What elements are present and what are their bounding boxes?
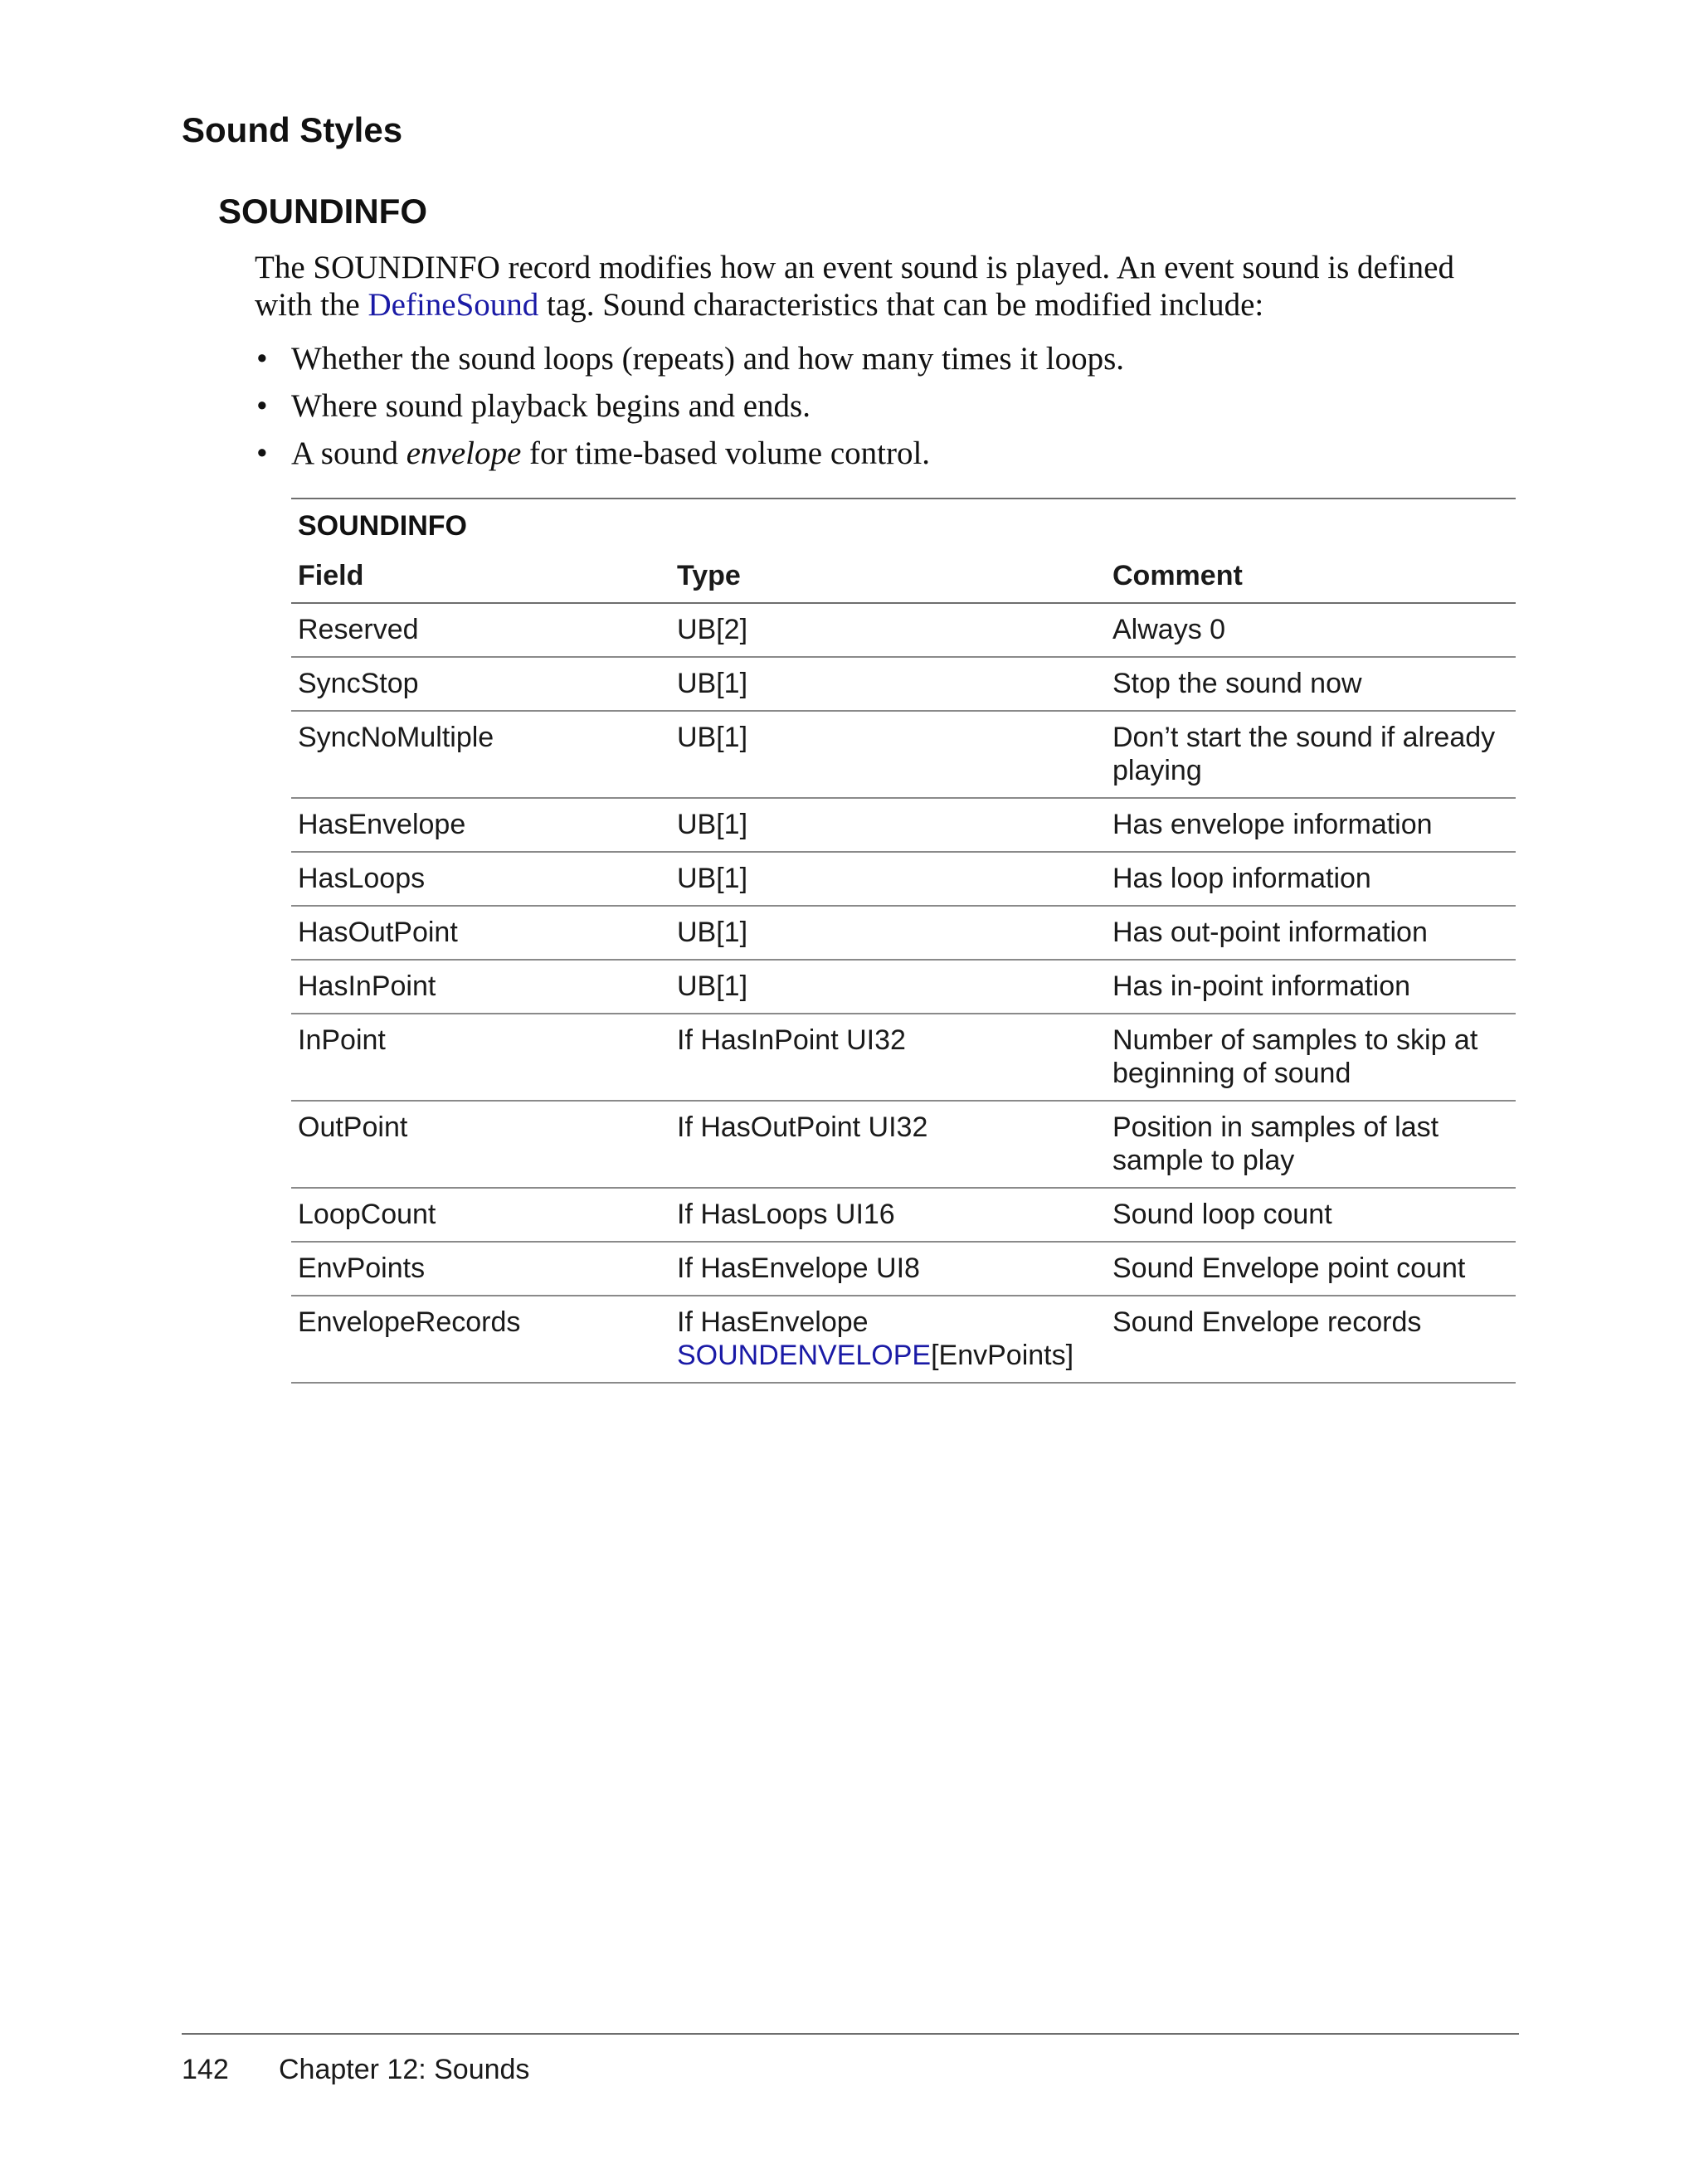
list-item-text: A sound <box>291 435 406 471</box>
field-cell: Reserved <box>291 603 670 657</box>
table-header-row <box>291 549 1516 603</box>
subsection-title: SOUNDINFO <box>218 192 427 231</box>
type-text: UB[1] <box>677 970 748 1002</box>
comment-cell: Has in-point information <box>1106 960 1516 1014</box>
comment-cell: Sound Envelope records <box>1106 1296 1516 1383</box>
type-cell <box>670 1296 1106 1383</box>
field-cell: HasOutPoint <box>291 906 670 960</box>
table-row <box>291 1242 1516 1296</box>
type-text: UB[1] <box>677 722 748 753</box>
table-row <box>291 798 1516 852</box>
type-cell <box>670 852 1106 906</box>
comment-cell: Stop the sound now <box>1106 657 1516 711</box>
soundenvelope-link[interactable]: SOUNDENVELOPE <box>677 1340 932 1371</box>
table-row <box>291 1296 1516 1383</box>
header-type: Type <box>670 549 1106 603</box>
table-row <box>291 711 1516 798</box>
comment-cell: Has envelope information <box>1106 798 1516 852</box>
intro-paragraph <box>255 249 1516 323</box>
table-row <box>291 906 1516 960</box>
comment-cell: Has out-point information <box>1106 906 1516 960</box>
characteristics-list <box>255 340 1516 482</box>
field-cell: LoopCount <box>291 1188 670 1242</box>
field-cell: OutPoint <box>291 1101 670 1188</box>
type-cell <box>670 960 1106 1014</box>
bullet-icon: • <box>256 341 268 377</box>
chapter-label: Chapter 12: Sounds <box>279 2054 530 2085</box>
table-row <box>291 852 1516 906</box>
type-text: UB[1] <box>677 863 748 894</box>
type-text: UB[1] <box>677 917 748 948</box>
field-cell: SyncStop <box>291 657 670 711</box>
type-text: If HasEnvelope UI8 <box>677 1253 920 1284</box>
list-item <box>255 340 1516 377</box>
type-cell <box>670 906 1106 960</box>
type-cell <box>670 798 1106 852</box>
header-field: Field <box>291 549 670 603</box>
list-item-emphasis: envelope <box>406 435 522 471</box>
type-cell <box>670 711 1106 798</box>
field-cell: HasLoops <box>291 852 670 906</box>
comment-cell: Sound loop count <box>1106 1188 1516 1242</box>
field-cell: HasInPoint <box>291 960 670 1014</box>
comment-cell: Has loop information <box>1106 852 1516 906</box>
type-cell <box>670 1242 1106 1296</box>
comment-cell: Sound Envelope point count <box>1106 1242 1516 1296</box>
table-row <box>291 603 1516 657</box>
list-item <box>255 435 1516 472</box>
soundinfo-table-container <box>291 498 1516 1384</box>
field-cell: SyncNoMultiple <box>291 711 670 798</box>
table-row <box>291 960 1516 1014</box>
type-text: If HasInPoint UI32 <box>677 1024 906 1056</box>
type-cell <box>670 1188 1106 1242</box>
list-item-text: Where sound playback begins and ends. <box>291 388 811 424</box>
table-row <box>291 657 1516 711</box>
field-cell: HasEnvelope <box>291 798 670 852</box>
type-text: If HasLoops UI16 <box>677 1199 895 1230</box>
type-suffix: [EnvPoints] <box>931 1340 1074 1371</box>
type-cell <box>670 1014 1106 1101</box>
comment-cell: Always 0 <box>1106 603 1516 657</box>
table-body <box>291 603 1516 1383</box>
intro-text-start: The SOUNDINFO record modifies how an event sound is played. An event sound is defined with the <box>255 250 1454 323</box>
header-comment: Comment <box>1106 549 1516 603</box>
type-cell <box>670 1101 1106 1188</box>
comment-cell: Position in samples of last sample to play <box>1106 1101 1516 1188</box>
intro-text-end: tag. Sound characteristics that can be modified include: <box>538 287 1264 323</box>
section-title: Sound Styles <box>182 110 403 149</box>
comment-cell: Don’t start the sound if already playing <box>1106 711 1516 798</box>
type-text: If HasEnvelope <box>677 1306 869 1338</box>
soundinfo-table <box>291 549 1516 1384</box>
definesound-link[interactable]: DefineSound <box>368 287 539 323</box>
field-cell: EnvelopeRecords <box>291 1296 670 1383</box>
list-item-text-end: for time-based volume control. <box>521 435 931 471</box>
type-text: UB[1] <box>677 809 748 840</box>
table-row <box>291 1101 1516 1188</box>
list-item-text: Whether the sound loops (repeats) and how many times it loops. <box>291 341 1125 377</box>
type-text: UB[1] <box>677 668 748 699</box>
type-text: If HasOutPoint UI32 <box>677 1111 928 1143</box>
table-caption: SOUNDINFO <box>291 498 1516 549</box>
page-number: 142 <box>182 2054 229 2085</box>
type-cell <box>670 657 1106 711</box>
bullet-icon: • <box>256 388 268 424</box>
footer-divider <box>182 2033 1519 2035</box>
type-text: UB[2] <box>677 614 748 645</box>
table-row <box>291 1188 1516 1242</box>
bullet-icon: • <box>256 435 268 471</box>
type-cell <box>670 603 1106 657</box>
list-item <box>255 387 1516 425</box>
table-row <box>291 1014 1516 1101</box>
field-cell: InPoint <box>291 1014 670 1101</box>
comment-cell: Number of samples to skip at beginning of sound <box>1106 1014 1516 1101</box>
field-cell: EnvPoints <box>291 1242 670 1296</box>
